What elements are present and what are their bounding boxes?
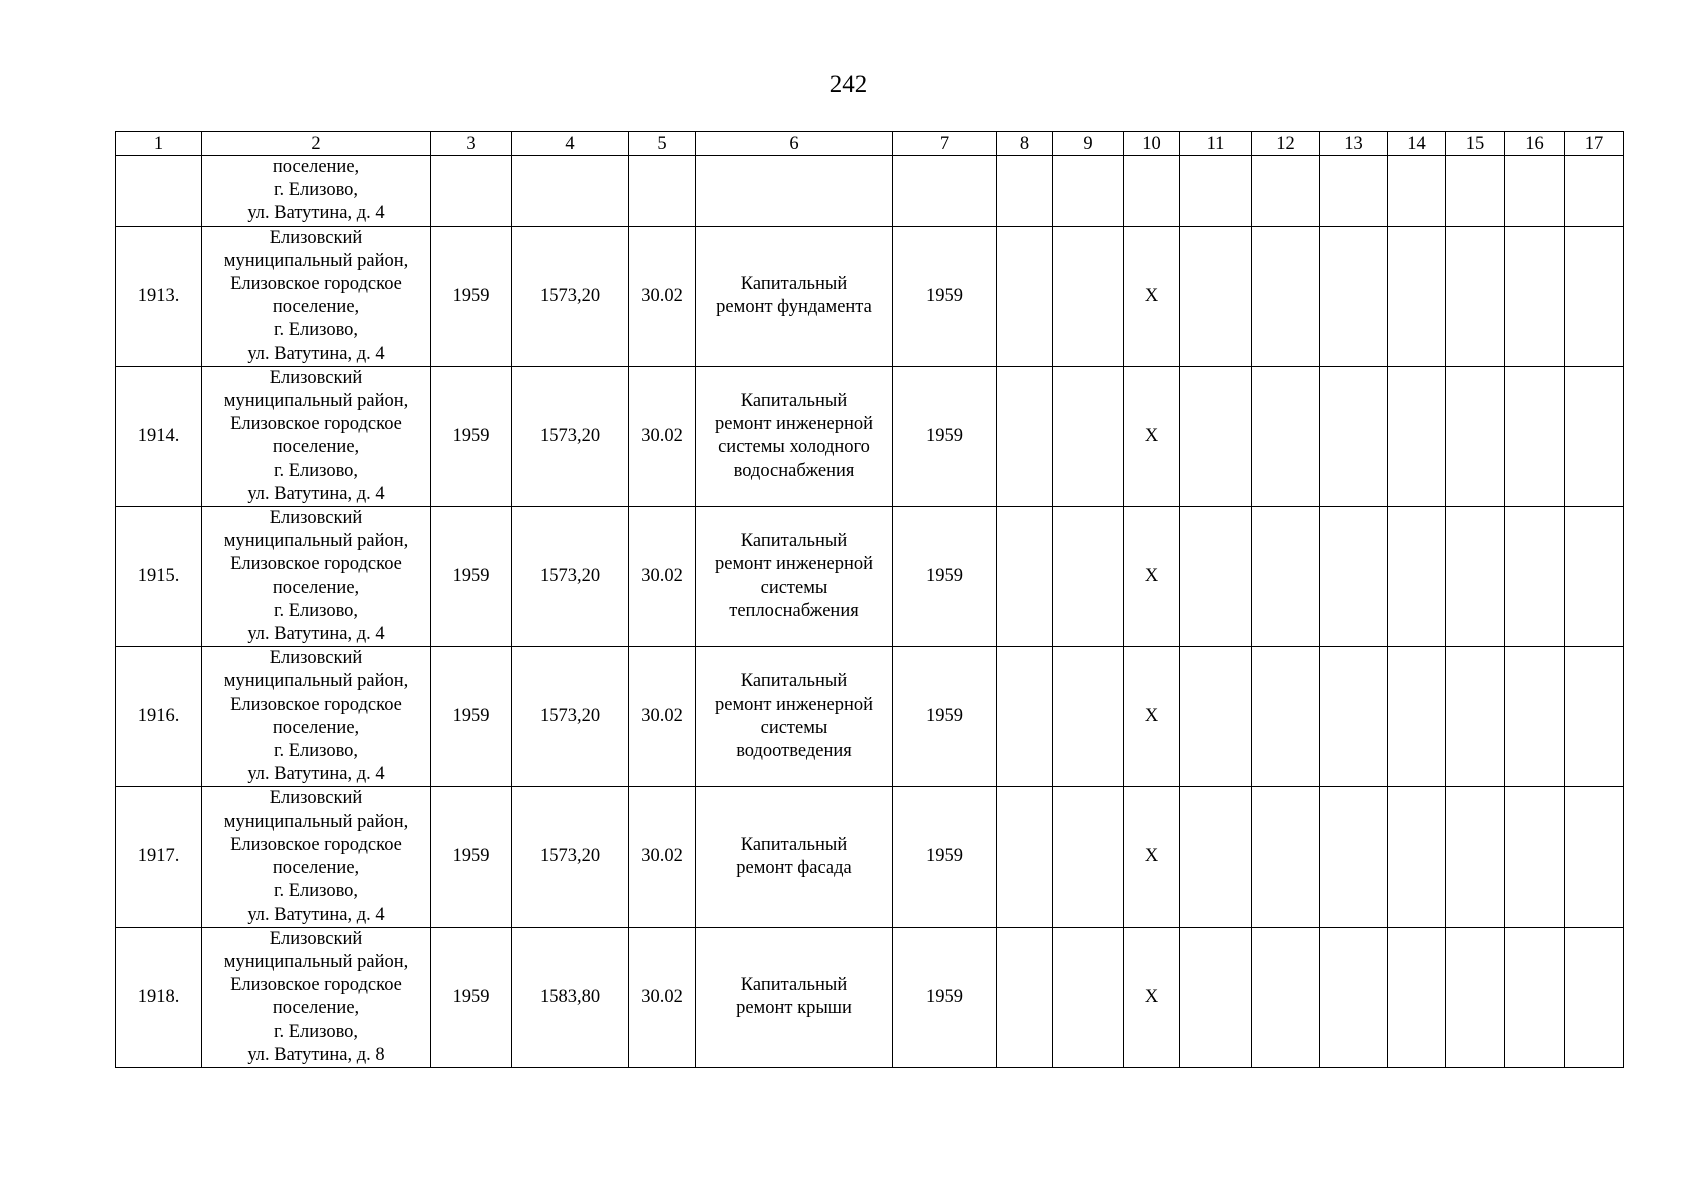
cell-mark: X xyxy=(1124,507,1180,647)
addr-line: муниципальный район, xyxy=(223,391,409,412)
column-header-5: 5 xyxy=(629,132,696,156)
addr-line: г. Елизово, xyxy=(273,881,359,902)
column-header-1: 1 xyxy=(116,132,202,156)
page-number: 242 xyxy=(829,71,868,98)
addr-line: г. Елизово, xyxy=(273,180,359,201)
column-header-11: 11 xyxy=(1180,132,1252,156)
addr-line: Елизовское городское xyxy=(230,975,402,996)
cell-code: 30.02 xyxy=(629,226,696,366)
cell-col-14 xyxy=(1388,647,1446,787)
cell-area: 1583,80 xyxy=(512,927,629,1067)
cell-area: 1573,20 xyxy=(512,647,629,787)
cell-mark: X xyxy=(1124,787,1180,927)
column-header-17: 17 xyxy=(1565,132,1624,156)
cell-col-15 xyxy=(1446,226,1505,366)
cell-work xyxy=(696,366,893,506)
work-line: системы xyxy=(760,577,828,598)
cell-col-9 xyxy=(1053,156,1124,227)
cell-col-14 xyxy=(1388,226,1446,366)
cell-col-9 xyxy=(1053,366,1124,506)
cell-col-10 xyxy=(1124,156,1180,227)
cell-address xyxy=(202,226,431,366)
addr-line: Елизовский xyxy=(269,928,363,949)
cell-col-12 xyxy=(1252,507,1320,647)
column-header-16: 16 xyxy=(1505,132,1565,156)
addr-line: Елизовский xyxy=(269,367,363,388)
cell-col-14 xyxy=(1388,927,1446,1067)
cell-col-13 xyxy=(1320,787,1388,927)
table-row xyxy=(116,366,1624,506)
addr-line: поселение, xyxy=(272,717,360,738)
addr-line: муниципальный район, xyxy=(223,811,409,832)
work-line: ремонт инженерной xyxy=(715,414,873,435)
cell-col-17 xyxy=(1565,507,1624,647)
addr-line: Елизовское городское xyxy=(230,554,402,575)
addr-line: Елизовский xyxy=(269,648,363,669)
addr-line: поселение, xyxy=(272,858,360,879)
cell-address xyxy=(202,787,431,927)
cell-address xyxy=(202,507,431,647)
cell-col-14 xyxy=(1388,156,1446,227)
cell-col-17 xyxy=(1565,366,1624,506)
addr-line: ул. Ватутина, д. 4 xyxy=(247,343,385,364)
cell-col-9 xyxy=(1053,507,1124,647)
cell-col-12 xyxy=(1252,366,1320,506)
addr-line: Елизовский xyxy=(269,227,363,248)
cell-col-11 xyxy=(1180,366,1252,506)
addr-line: поселение, xyxy=(272,437,360,458)
cell-year: 1959 xyxy=(431,647,512,787)
cell-num: 1913. xyxy=(116,226,202,366)
cell-num xyxy=(116,156,202,227)
cell-work xyxy=(696,647,893,787)
cell-work xyxy=(696,927,893,1067)
addr-line: Елизовское городское xyxy=(230,694,402,715)
cell-col-14 xyxy=(1388,787,1446,927)
work-line: ремонт инженерной xyxy=(715,554,873,575)
addr-line: поселение, xyxy=(272,577,360,598)
addr-line: ул. Ватутина, д. 4 xyxy=(247,483,385,504)
column-header-2: 2 xyxy=(202,132,431,156)
cell-year-plan: 1959 xyxy=(893,787,997,927)
column-header-9: 9 xyxy=(1053,132,1124,156)
work-line: Капитальный xyxy=(740,391,848,412)
table-row xyxy=(116,787,1624,927)
cell-col-12 xyxy=(1252,156,1320,227)
addr-line: Елизовское городское xyxy=(230,414,402,435)
work-line: ремонт фасада xyxy=(736,858,852,879)
cell-col-16 xyxy=(1505,226,1565,366)
cell-col-11 xyxy=(1180,927,1252,1067)
cell-col-13 xyxy=(1320,927,1388,1067)
work-line: ремонт фундамента xyxy=(716,297,872,318)
column-header-13: 13 xyxy=(1320,132,1388,156)
cell-col-11 xyxy=(1180,647,1252,787)
cell-address xyxy=(202,647,431,787)
cell-col-12 xyxy=(1252,927,1320,1067)
cell-col-15 xyxy=(1446,787,1505,927)
cell-year-plan: 1959 xyxy=(893,226,997,366)
cell-area: 1573,20 xyxy=(512,226,629,366)
cell-address xyxy=(202,927,431,1067)
column-header-3: 3 xyxy=(431,132,512,156)
cell-num: 1915. xyxy=(116,507,202,647)
cell-col-8 xyxy=(997,787,1053,927)
column-header-8: 8 xyxy=(997,132,1053,156)
addr-line: г. Елизово, xyxy=(273,1021,359,1042)
cell-col-15 xyxy=(1446,366,1505,506)
cell-col-16 xyxy=(1505,507,1565,647)
cell-col-13 xyxy=(1320,226,1388,366)
table-row xyxy=(116,647,1624,787)
cell-col-15 xyxy=(1446,647,1505,787)
column-number-row xyxy=(116,132,1624,156)
work-line: системы холодного xyxy=(718,437,870,458)
cell-col-17 xyxy=(1565,226,1624,366)
cell-work xyxy=(696,787,893,927)
cell-col-11 xyxy=(1180,507,1252,647)
cell-col-16 xyxy=(1505,787,1565,927)
addr-line: ул. Ватутина, д. 4 xyxy=(247,904,385,925)
cell-col-14 xyxy=(1388,507,1446,647)
cell-num: 1918. xyxy=(116,927,202,1067)
cell-col-13 xyxy=(1320,507,1388,647)
cell-col-8 xyxy=(997,647,1053,787)
cell-area: 1573,20 xyxy=(512,507,629,647)
cell-col-12 xyxy=(1252,226,1320,366)
addr-line: муниципальный район, xyxy=(223,951,409,972)
work-line: Капитальный xyxy=(740,671,848,692)
cell-col-12 xyxy=(1252,787,1320,927)
addr-line: поселение, xyxy=(272,157,360,177)
cell-col-16 xyxy=(1505,366,1565,506)
cell-col-15 xyxy=(1446,507,1505,647)
cell-col-14 xyxy=(1388,366,1446,506)
cell-work xyxy=(696,507,893,647)
column-header-10: 10 xyxy=(1124,132,1180,156)
addr-line: Елизовское городское xyxy=(230,274,402,295)
column-header-4: 4 xyxy=(512,132,629,156)
cell-col-12 xyxy=(1252,647,1320,787)
cell-col-15 xyxy=(1446,156,1505,227)
cell-code: 30.02 xyxy=(629,927,696,1067)
cell-year-plan: 1959 xyxy=(893,366,997,506)
table-row xyxy=(116,507,1624,647)
cell-year-plan: 1959 xyxy=(893,507,997,647)
column-header-15: 15 xyxy=(1446,132,1505,156)
repair-register-table xyxy=(115,131,1624,1068)
cell-code: 30.02 xyxy=(629,366,696,506)
cell-year: 1959 xyxy=(431,366,512,506)
cell-col-9 xyxy=(1053,226,1124,366)
cell-col-3 xyxy=(431,156,512,227)
cell-year: 1959 xyxy=(431,927,512,1067)
cell-year: 1959 xyxy=(431,507,512,647)
work-line: Капитальный xyxy=(740,975,848,996)
cell-col-15 xyxy=(1446,927,1505,1067)
cell-address xyxy=(202,156,431,227)
addr-line: ул. Ватутина, д. 4 xyxy=(247,624,385,645)
addr-line: г. Елизово, xyxy=(273,460,359,481)
addr-line: поселение, xyxy=(272,297,360,318)
cell-year-plan: 1959 xyxy=(893,927,997,1067)
cell-col-8 xyxy=(997,927,1053,1067)
cell-col-11 xyxy=(1180,156,1252,227)
cell-num: 1917. xyxy=(116,787,202,927)
cell-col-16 xyxy=(1505,927,1565,1067)
cell-col-13 xyxy=(1320,366,1388,506)
work-line: Капитальный xyxy=(740,274,848,295)
cell-address xyxy=(202,366,431,506)
cell-work xyxy=(696,226,893,366)
cell-col-7 xyxy=(893,156,997,227)
work-line: теплоснабжения xyxy=(729,600,859,621)
cell-col-5 xyxy=(629,156,696,227)
addr-line: поселение, xyxy=(272,998,360,1019)
addr-line: муниципальный район, xyxy=(223,671,409,692)
cell-mark: X xyxy=(1124,226,1180,366)
addr-line: ул. Ватутина, д. 4 xyxy=(247,203,385,224)
cell-code: 30.02 xyxy=(629,787,696,927)
work-line: Капитальный xyxy=(740,531,848,552)
cell-col-8 xyxy=(997,156,1053,227)
table-row xyxy=(116,226,1624,366)
cell-mark: X xyxy=(1124,927,1180,1067)
table-row xyxy=(116,927,1624,1067)
cell-col-9 xyxy=(1053,927,1124,1067)
cell-area: 1573,20 xyxy=(512,366,629,506)
addr-line: г. Елизово, xyxy=(273,320,359,341)
cell-code: 30.02 xyxy=(629,507,696,647)
work-line: ремонт крыши xyxy=(736,998,852,1019)
cell-col-9 xyxy=(1053,787,1124,927)
work-line: Капитальный xyxy=(740,834,848,855)
column-header-6: 6 xyxy=(696,132,893,156)
addr-line: муниципальный район, xyxy=(223,531,409,552)
work-line: водоотведения xyxy=(736,741,852,762)
addr-line: Елизовское городское xyxy=(230,834,402,855)
cell-col-17 xyxy=(1565,927,1624,1067)
cell-col-9 xyxy=(1053,647,1124,787)
addr-line: Елизовский xyxy=(269,508,363,529)
cell-area: 1573,20 xyxy=(512,787,629,927)
cell-col-17 xyxy=(1565,156,1624,227)
addr-line: ул. Ватутина, д. 4 xyxy=(247,764,385,785)
cell-year: 1959 xyxy=(431,787,512,927)
work-line: системы xyxy=(760,717,828,738)
cell-col-13 xyxy=(1320,647,1388,787)
cell-col-16 xyxy=(1505,647,1565,787)
cell-col-17 xyxy=(1565,647,1624,787)
addr-line: г. Елизово, xyxy=(273,600,359,621)
column-header-7: 7 xyxy=(893,132,997,156)
cell-code: 30.02 xyxy=(629,647,696,787)
cell-col-4 xyxy=(512,156,629,227)
cell-col-6 xyxy=(696,156,893,227)
cell-col-17 xyxy=(1565,787,1624,927)
cell-col-11 xyxy=(1180,226,1252,366)
addr-line: Елизовский xyxy=(269,788,363,809)
work-line: водоснабжения xyxy=(733,460,855,481)
cell-col-11 xyxy=(1180,787,1252,927)
addr-line: муниципальный район, xyxy=(223,250,409,271)
column-header-14: 14 xyxy=(1388,132,1446,156)
work-line: ремонт инженерной xyxy=(715,694,873,715)
addr-line: г. Елизово, xyxy=(273,741,359,762)
cell-col-8 xyxy=(997,507,1053,647)
cell-num: 1916. xyxy=(116,647,202,787)
cell-year: 1959 xyxy=(431,226,512,366)
table-row-continuation xyxy=(116,156,1624,227)
cell-mark: X xyxy=(1124,366,1180,506)
cell-col-8 xyxy=(997,366,1053,506)
cell-col-16 xyxy=(1505,156,1565,227)
cell-col-8 xyxy=(997,226,1053,366)
column-header-12: 12 xyxy=(1252,132,1320,156)
addr-line: ул. Ватутина, д. 8 xyxy=(247,1044,385,1065)
cell-mark: X xyxy=(1124,647,1180,787)
cell-num: 1914. xyxy=(116,366,202,506)
cell-col-13 xyxy=(1320,156,1388,227)
cell-year-plan: 1959 xyxy=(893,647,997,787)
